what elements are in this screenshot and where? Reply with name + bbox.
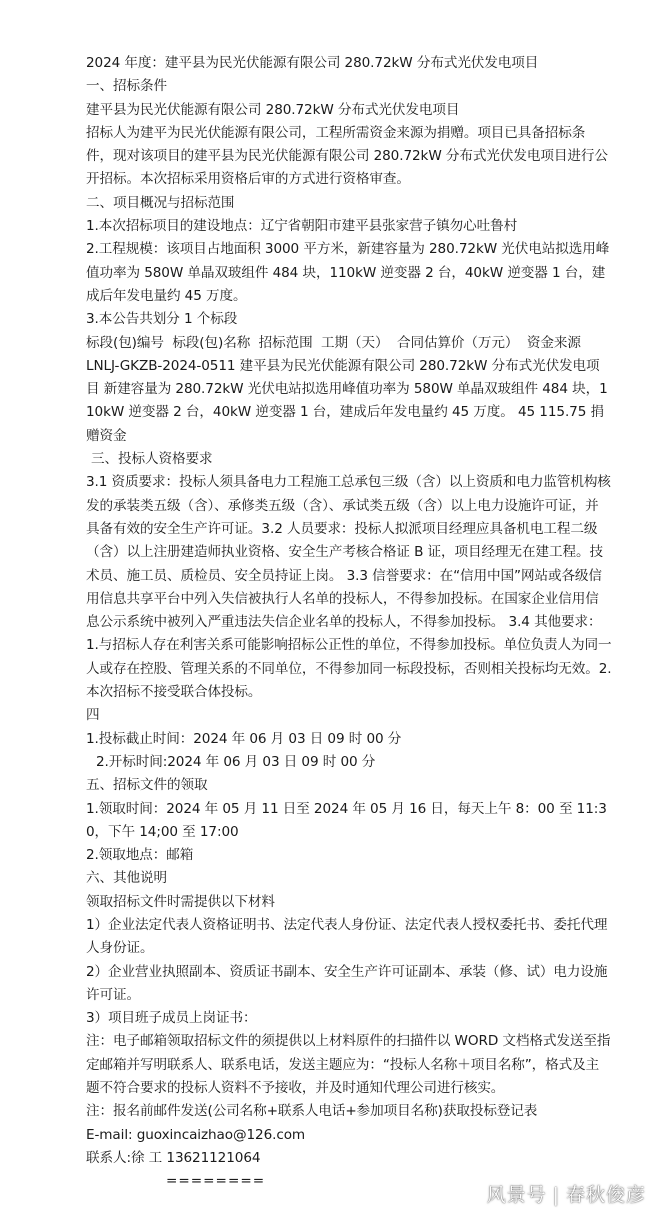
- section-4-heading: 四: [86, 707, 100, 724]
- collection-place: 2.领取地点：邮箱: [86, 847, 194, 864]
- registration-note: 注：报名前邮件发送(公司名称+联系人电话+参加项目名称)获取投标登记表: [86, 1103, 538, 1120]
- contact-person: 联系人:徐 工 13621121064: [86, 1149, 261, 1166]
- separator-line: ========: [166, 1173, 266, 1190]
- section-5-heading: 五、招标文件的领取: [86, 777, 208, 794]
- materials-intro: 领取招标文件时需提供以下材料: [86, 893, 275, 910]
- section-2-lots: 3.本公告共划分 1 个标段: [86, 311, 238, 328]
- bid-deadline: 1.投标截止时间：2024 年 06 月 03 日 09 时 00 分: [86, 730, 402, 747]
- section-2-location: 1.本次招标项目的建设地点：辽宁省朝阳市建平县张家营子镇勿心吐鲁村: [86, 218, 518, 235]
- materials-item-1: 1）企业法定代表人资格证明书、法定代表人身份证、法定代表人授权委托书、委托代理人身份证。: [86, 916, 608, 957]
- section-6-heading: 六、其他说明: [86, 870, 167, 887]
- section-1-project: 建平县为民光伏能源有限公司 280.72kW 分布式光伏发电项目: [86, 101, 460, 118]
- document-title: 2024 年度：建平县为民光伏能源有限公司 280.72kW 分布式光伏发电项目: [86, 55, 539, 71]
- section-3-heading: 三、投标人资格要求: [91, 451, 213, 468]
- section-2-heading: 二、项目概况与招标范围: [86, 194, 235, 211]
- lot-table-row: LNLJ-GKZB-2024-0511 建平县为民光伏能源有限公司 280.72kW 分布式光伏发电项目 新建容量为 280.72kW 光伏电站拟选用峰值功率为 580W 单晶双玻组件 484 块，110kW 逆变器 2 台，40kW 逆变器 1 台，建成后年发电量约 45 万度。 45 115.75 捐赠资金: [86, 357, 608, 444]
- watermark: [487, 1180, 646, 1207]
- lot-table-header: 标段(包)编号 标段(包)名称 招标范围 工期（天） 合同估算价（万元） 资金来源: [86, 334, 581, 351]
- email-submission-note: 注：电子邮箱领取招标文件的须提供以上材料原件的扫描件以 WORD 文档格式发送至指定邮箱并写明联系人、联系电话，发送主题应为：“投标人名称＋项目名称”，格式及主题不符合要求的投标人资料不予接收，并及时通知代理公司进行核实。: [86, 1033, 611, 1097]
- bid-opening-time: 2.开标时间:2024 年 06 月 03 日 09 时 00 分: [96, 753, 376, 770]
- materials-item-3: 3）项目班子成员上岗证书：: [86, 1010, 257, 1027]
- watermark-platform: 风景号: [486, 1184, 547, 1206]
- section-3-body: 3.1 资质要求：投标人须具备电力工程施工总承包三级（含）以上资质和电力监管机构核发的承装类五级（含）、承修类五级（含）、承试类五级（含）以上电力设施许可证，并具备有效的安全生产许可证。3.2 人员要求：投标人拟派项目经理应具备机电工程二级（含）以上注册建造师执业资格、安全生产考核合格证 B 证，项目经理无在建工程。技术员、施工员、质检员、安全员持证上岗。 3.3 信誉要求：在“信用中国”网站或各级信用信息共享平台中列入失信被执行人名单的投标人，不得参加投标。在国家企业信用信息公示系统中被列入严重违法失信企业名单的投标人，不得参加投标。 3.4 其他要求：1.与招标人存在利害关系可能影响招标公正性的单位，不得参加投标。单位负责人为同一人或存在控股、管理关系的不同单位，不得参加同一标段投标，否则相关投标均无效。2.本次招标不接受联合体投标。: [86, 474, 612, 701]
- materials-item-2: 2）企业营业执照副本、资质证书副本、安全生产许可证副本、承装（修、试）电力设施许可证。: [86, 963, 608, 1003]
- collection-time: 1.领取时间：2024 年 05 月 11 日至 2024 年 05 月 16 日，每天上午 8：00 至 11:30，下午 14;00 至 17:00: [86, 800, 607, 840]
- contact-email: E-mail: guoxincaizhao@126.com: [86, 1126, 306, 1143]
- watermark-author: 春秋俊彦: [565, 1184, 646, 1206]
- section-1-heading: 一、招标条件: [86, 78, 167, 95]
- watermark-separator: |: [552, 1184, 560, 1206]
- section-2-scale: 2.工程规模：该项目占地面积 3000 平方米，新建容量为 280.72kW 光伏电站拟选用峰值功率为 580W 单晶双玻组件 484 块，110kW 逆变器 2 台，40kW 逆变器 1 台，建成后年发电量约 45 万度。: [86, 241, 610, 304]
- section-1-body: 招标人为建平为民光伏能源有限公司，工程所需资金来源为捐赠。项目已具备招标条件，现对该项目的建平县为民光伏能源有限公司 280.72kW 分布式光伏发电项目进行公开招标。本次招标采用资格后审的方式进行资格审查。: [86, 124, 608, 188]
